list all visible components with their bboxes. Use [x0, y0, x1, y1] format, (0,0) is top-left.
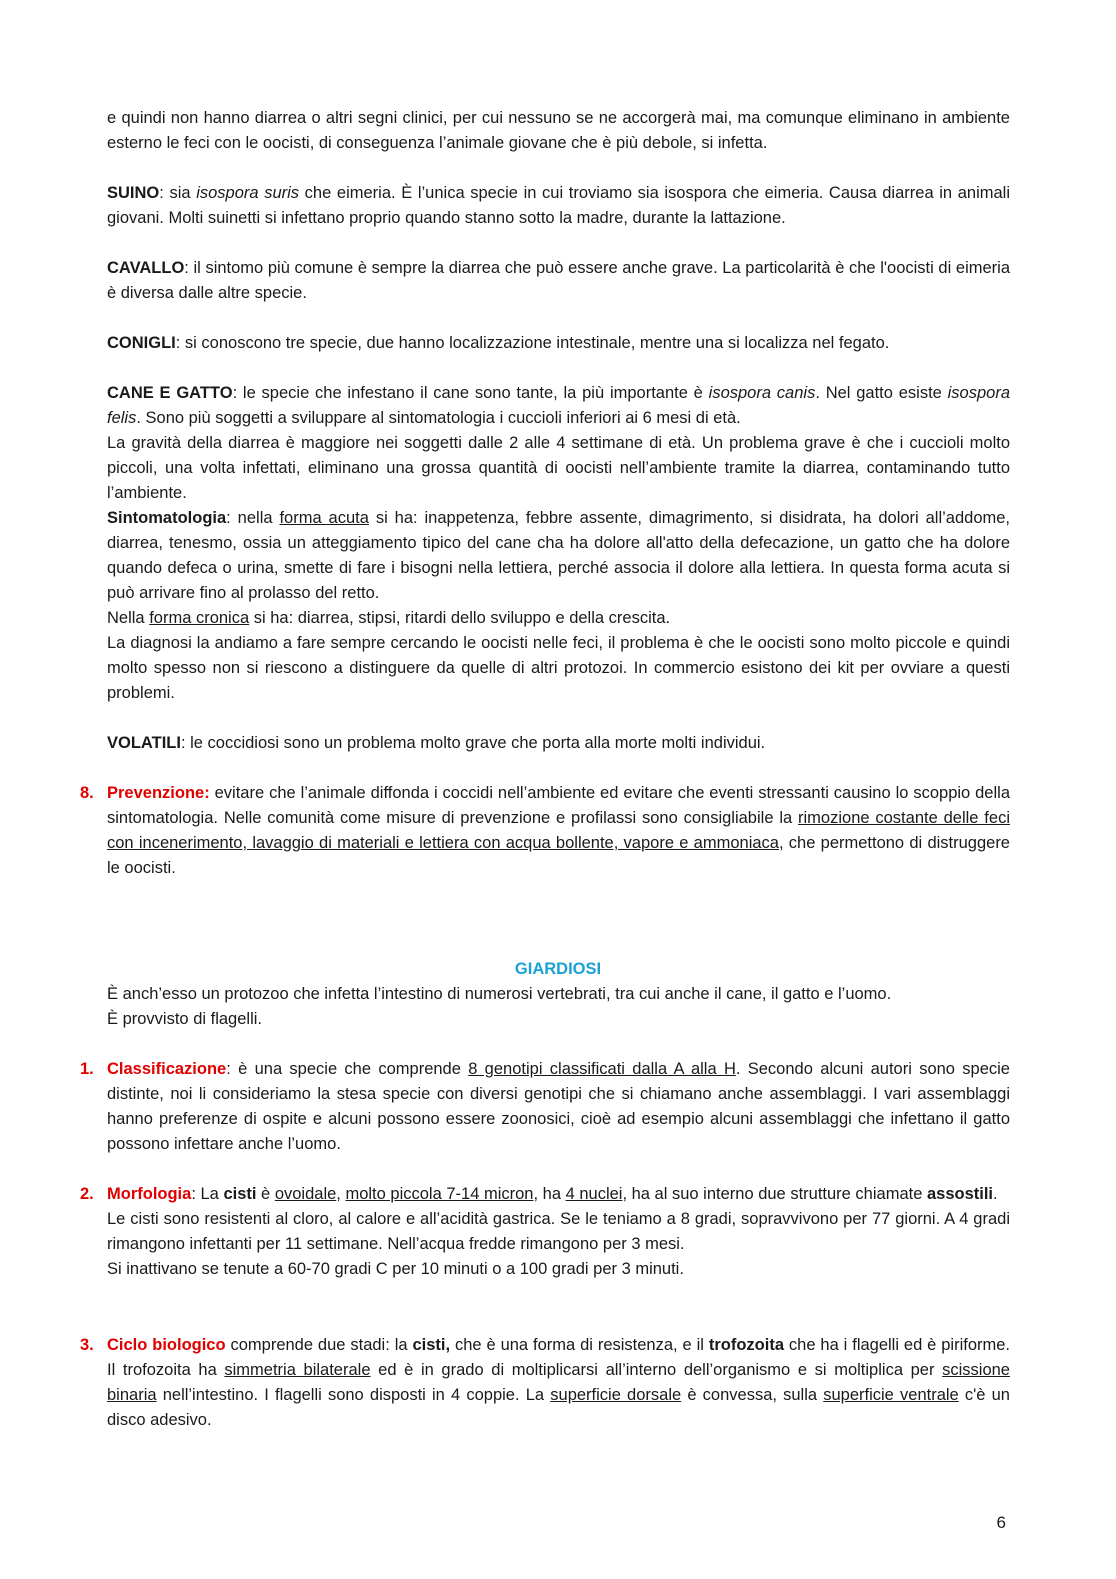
suino-paragraph: SUINO: sia isospora suris che eimeria. È l’unica specie in cui troviamo sia isospora che eimeria. Causa diarrea in animali giovani. Molti suinetti si infettano proprio quando stanno sotto la madre, durante la lattazione.: [107, 184, 1010, 227]
volatili-label: VOLATILI: [107, 734, 181, 752]
sintomatologia-paragraph: Sintomatologia: nella forma acuta si ha: inappetenza, febbre assente, dimagrimento, si disidrata, ha dolori all’addome, diarrea, tenesmo, ossia un atteggiamento tipico del cane cha ha dolore all'atto della defecazione, un gatto che ha dolore quando defeca o urina, smette di fare i bisogni nella lettiera, perché associa il dolore alla lettiera. In questa forma acuta si può arrivare fino al prolasso del retto.: [107, 509, 1010, 602]
cane-gatto-section: [107, 381, 1010, 706]
morfologia-label: Morfologia: [107, 1185, 192, 1203]
species-name: isospora felis: [107, 384, 1010, 427]
genotipi-term: 8 genotipi classificati dalla A alla H: [468, 1060, 736, 1078]
classificazione-paragraph: Classificazione: è una specie che comprende 8 genotipi classificati dalla A alla H. Secondo alcuni autori sono specie distinte, noi li consideriamo la stesa specie con diversi genotipi che si chiamano anche assemblaggi. I vari assemblaggi hanno preferenze di ospite e alcuni possono essere zoonosici, cioè ad esempio alcuni assemblaggi che infettano il gatto possono infettare anche l’uomo.: [107, 1060, 1010, 1153]
page-number: 6: [996, 1513, 1006, 1532]
ciclo-paragraph: Ciclo biologico comprende due stadi: la cisti, che è una forma di resistenza, e il trofozoita che ha i flagelli ed è piriforme. Il trofozoita ha simmetria bilaterale ed è in grado di moltiplicarsi all’interno dell’organismo e si moltiplica per scissione binaria nell’intestino. I flagelli sono disposti in 4 coppie. La superficie dorsale è convessa, sulla superficie ventrale c'è un disco adesivo.: [107, 1336, 1011, 1429]
morfologia-section: [107, 1182, 1010, 1282]
intro-paragraph: e quindi non hanno diarrea o altri segni clinici, per cui nessuno se ne accorgerà mai, ma comunque eliminano in ambiente esterno le feci con le oocisti, di conseguenza l’animale giovane che è più debole, si infetta.: [107, 109, 1010, 152]
forma-cronica-term: forma cronica: [149, 609, 250, 627]
species-name: isospora canis: [708, 384, 816, 402]
list-number: 2.: [80, 1185, 94, 1203]
assostili-term: assostili: [926, 1185, 994, 1203]
volatili-paragraph: VOLATILI: le coccidiosi sono un problema molto grave che porta alla morte molti individui.: [107, 734, 766, 752]
cavallo-paragraph: CAVALLO: il sintomo più comune è sempre la diarrea che può essere anche grave. La particolarità è che l'oocisti di eimeria è diversa dalle altre specie.: [107, 259, 1010, 302]
cisti-term: cisti,: [412, 1336, 451, 1354]
list-number: 1.: [80, 1060, 94, 1078]
cane-gatto-label: CANE E GATTO: [107, 384, 233, 402]
resistenza-paragraph: Le cisti sono resistenti al cloro, al calore e all’acidità gastrica. Se le teniamo a 8 gradi, sopravvivono per 77 giorni. A 4 gradi rimangono infettanti per 11 settimane. Nell’acqua fredde rimangono per 3 mesi.: [107, 1210, 1010, 1253]
species-name: isospora suris: [196, 184, 300, 202]
suino-label: SUINO: [107, 184, 160, 202]
simmetria-term: simmetria bilaterale: [224, 1361, 371, 1379]
list-number: 8.: [80, 784, 94, 802]
forma-cronica-paragraph: Nella forma cronica si ha: diarrea, stipsi, ritardi dello sviluppo e della crescita.: [107, 609, 671, 627]
prevenzione-measures: rimozione costante delle feci con incenerimento, lavaggio di materiali e lettiera con acqua bollente, vapore e ammoniaca: [107, 809, 1010, 852]
gravita-paragraph: La gravità della diarrea è maggiore nei soggetti dalle 2 alle 4 settimane di età. Un problema grave è che i cuccioli molto piccoli, una volta infettati, eliminano una grossa quantità di oocisti nell’ambiente tramite la diarrea, contaminando tutto l’ambiente.: [107, 434, 1010, 502]
morfologia-paragraph: Morfologia: La cisti è ovoidale, molto piccola 7-14 micron, ha 4 nuclei, ha al suo interno due strutture chiamate assostili.: [107, 1185, 998, 1203]
cane-gatto-paragraph: CANE E GATTO: le specie che infestano il cane sono tante, la più importante è isospora canis. Nel gatto esiste isospora felis. Sono più soggetti a sviluppare al sintomatologia i cuccioli inferiori ai 6 mesi di età.: [107, 384, 1010, 427]
nuclei-term: 4 nuclei: [565, 1185, 623, 1203]
dorsale-term: superficie dorsale: [550, 1386, 682, 1404]
giardiosi-intro: È anch’esso un protozoo che infetta l’intestino di numerosi vertebrati, tra cui anche il cane, il gatto e l’uomo. È provvisto di flagelli.: [107, 985, 892, 1028]
prevenzione-paragraph: Prevenzione: evitare che l’animale diffonda i coccidi nell’ambiente ed evitare che eventi stressanti causino lo scoppio della sintomatologia. Nelle comunità come misure di prevenzione e profilassi sono consigliabile la rimozione costante delle feci con incenerimento, lavaggio di materiali e lettiera con acqua bollente, vapore e ammoniaca, che permettono di distruggere le oocisti.: [107, 784, 1010, 877]
size-term: molto piccola 7-14 micron: [345, 1185, 534, 1203]
cavallo-label: CAVALLO: [107, 259, 185, 277]
cisti-term: cisti: [223, 1185, 257, 1203]
section-title: GIARDIOSI: [514, 960, 602, 978]
ventrale-term: superficie ventrale: [823, 1386, 959, 1404]
classificazione-label: Classificazione: [107, 1060, 227, 1078]
conigli-paragraph: CONIGLI: si conoscono tre specie, due hanno localizzazione intestinale, mentre una si localizza nel fegato.: [107, 334, 890, 352]
inattivazione-paragraph: Si inattivano se tenute a 60-70 gradi C per 10 minuti o a 100 gradi per 3 minuti.: [107, 1260, 684, 1278]
trofozoita-term: trofozoita: [708, 1336, 784, 1354]
ovoidale-term: ovoidale: [274, 1185, 337, 1203]
diagnosi-paragraph: La diagnosi la andiamo a fare sempre cercando le oocisti nelle feci, il problema è che le oocisti sono molto piccole e quindi molto spesso non si riescono a distinguere da quelle di altri protozoi. In commercio esistono dei kit per ovviare a questi problemi.: [107, 634, 1010, 702]
forma-acuta-term: forma acuta: [279, 509, 369, 527]
ciclo-label: Ciclo biologico: [107, 1336, 226, 1354]
scissione-term: scissione binaria: [107, 1361, 1010, 1404]
conigli-label: CONIGLI: [107, 334, 176, 352]
prevenzione-label: Prevenzione:: [107, 784, 210, 802]
sintomatologia-label: Sintomatologia: [107, 509, 227, 527]
list-number: 3.: [80, 1336, 94, 1354]
